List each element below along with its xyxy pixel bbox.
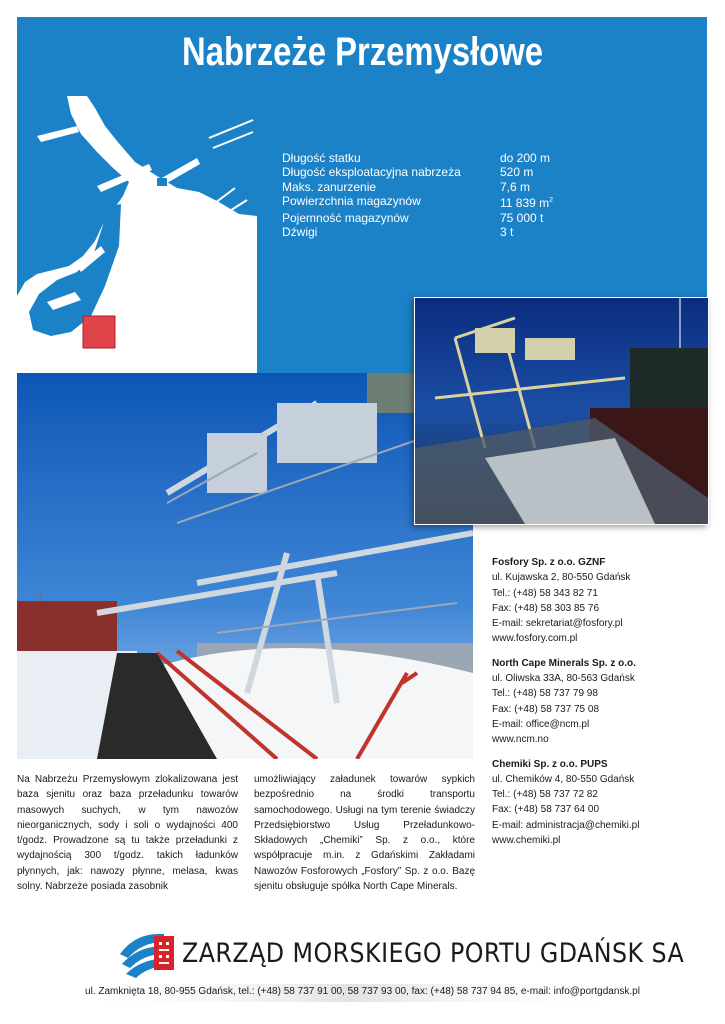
spec-value: 3 t: [500, 225, 514, 240]
footer-contact: ul. Zamknięta 18, 80-955 Gdańsk, tel.: (+48) 58 737 91 00, 58 737 93 00, fax: (+48) 58 737 94 85, e-mail: info@portgdansk.pl: [85, 986, 640, 997]
spec-row: [282, 165, 580, 179]
spec-label: Powierzchnia magazynów: [282, 194, 421, 209]
spec-label: Dźwigi: [282, 225, 318, 240]
spec-label: Maks. zanurzenie: [282, 179, 377, 194]
spec-label: Pojemność magazynów: [282, 210, 409, 225]
company-address: ul. Chemików 4, 80-550 Gdańsk: [492, 773, 635, 785]
company-address: ul. Kujawska 2, 80-550 Gdańsk: [492, 572, 631, 584]
spec-value: 7,6 m: [500, 179, 531, 194]
company-phone: Tel.: (+48) 58 737 72 82: [492, 789, 598, 801]
company-name: Chemiki Sp. z o.o. PUPS: [492, 758, 608, 770]
specs-table: [282, 151, 580, 239]
company-email[interactable]: E-mail: sekretariat@fosfory.pl: [492, 618, 623, 630]
spec-label: Długość statku: [282, 151, 361, 165]
company-website[interactable]: www.fosfory.com.pl: [492, 633, 578, 645]
quay-location-marker: [83, 316, 115, 348]
spec-label: Długość eksploatacyjna nabrzeża: [282, 165, 461, 180]
spec-row: [282, 151, 580, 165]
ship-loader-photo: [17, 373, 473, 759]
company-email[interactable]: E-mail: administracja@chemiki.pl: [492, 819, 640, 831]
company-card: [492, 555, 639, 647]
page-title: Nabrzeże Przemysłowe: [182, 30, 543, 74]
company-phone: Tel.: (+48) 58 737 79 98: [492, 688, 598, 700]
company-address: ul. Oliwska 33A, 80-563 Gdańsk: [492, 673, 635, 685]
spec-value: 11 839 $m^2$: [500, 196, 554, 211]
company-website[interactable]: www.chemiki.pl: [492, 835, 561, 847]
spec-value: 520 m: [500, 165, 534, 180]
spec-row: [282, 225, 580, 239]
company-fax: Fax: (+48) 58 303 85 76: [492, 602, 600, 614]
company-email[interactable]: E-mail: office@ncm.pl: [492, 718, 590, 730]
spec-row: [282, 211, 580, 225]
spec-row: [282, 180, 580, 194]
company-fax: Fax: (+48) 58 737 64 00: [492, 804, 600, 816]
company-fax: Fax: (+48) 58 737 75 08: [492, 703, 600, 715]
spec-row: [282, 194, 580, 210]
body-text-column-1: Na Nabrzeżu Przemysłowym zlokalizowana jest baza sjenitu oraz baza przeładunku towarów masowych suchych, w tym nawozów nieorganicznych, sody i soli o wydajności 400 t/godz. Prowadzone są tu także przeładunki z wydajnością 300 t/godz. takich ładunków płynnych, jak: nawozy płynne, melasa, kwas solny. Nabrzeże posiada zasobnik: [17, 774, 238, 893]
company-phone: Tel.: (+48) 58 343 82 71: [492, 587, 598, 599]
night-loader-photo: [414, 297, 709, 525]
company-name: North Cape Minerals Sp. z o.o.: [492, 657, 636, 669]
logo-wordmark: ZARZĄD MORSKIEGO PORTU GDAŃSK SA: [182, 938, 685, 969]
company-card: [492, 656, 639, 748]
company-name: Fosfory Sp. z o.o. GZNF: [492, 557, 606, 568]
company-contacts: [492, 555, 639, 857]
port-map: [17, 96, 257, 373]
spec-value: 75 000 t: [500, 210, 544, 225]
body-text-column-2: umożliwiający załadunek towarów sypkich bezpośrednio na środki transportu samochodowego. Usługi na tym terenie świadczy Przedsiębiorstwo Usług Przeładunkowo-Składowych „Chemiki” Sp. z o.o., które współpracuje m.in. z Gdańskimi Zakładami Nawozów Fosforowych „Fosfory” Sp. z o.o. Bazę sjenitu obsługuje spółka North Cape Minerals.: [254, 774, 475, 893]
spec-value: do 200 m: [500, 151, 551, 165]
company-card: [492, 757, 639, 849]
company-website[interactable]: www.ncm.no: [492, 734, 549, 746]
